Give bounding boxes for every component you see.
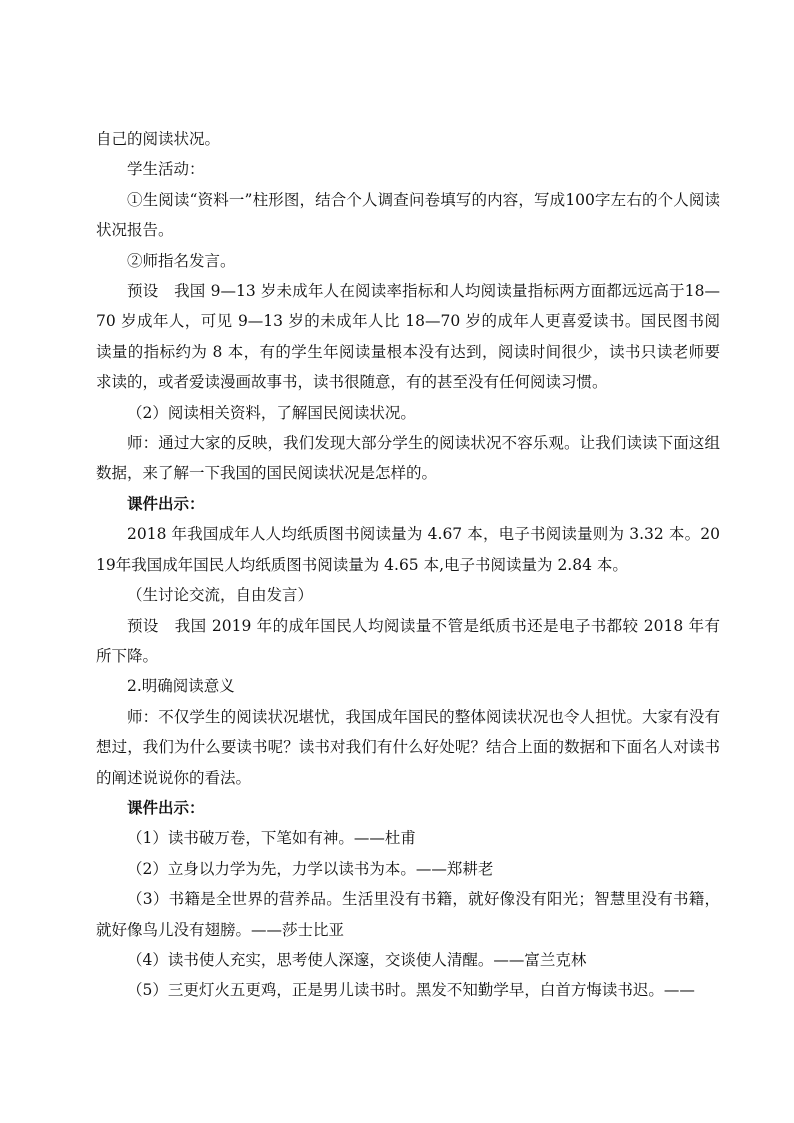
paragraph-activity-step-2: ②师指名发言。 bbox=[127, 251, 236, 270]
paragraph-section-2: （2）阅读相关资料，了解国民阅读状况。 bbox=[127, 403, 416, 422]
paragraph-courseware-heading-1: 课件出示： bbox=[127, 493, 205, 513]
quote-item-4: （4）读书使人充实，思考使人深邃，交谈使人清醒。——富兰克林 bbox=[127, 950, 587, 969]
quote-item-1: （1）读书破万卷，下笔如有神。——杜甫 bbox=[127, 829, 416, 848]
paragraph-preset-1: 预设 我国 9—13 岁未成年人在阅读率指标和人均阅读量指标两方面都远远高于18—70 岁成年人，可见 9—13 岁的未成年人比 18—70 岁的成年人更喜爱读书。国民图书阅读量的指标约为 8 本，有的学生年阅读量根本没有达到，阅读时间很少，读书只读老师要求读的，或者爱读漫画故事书，读书很随意，有的甚至没有任何阅读习惯。 bbox=[96, 282, 720, 392]
paragraph-activity-step-1: ①生阅读“资料一”柱形图，结合个人调查问卷填写的内容，写成100字左右的个人阅读状况报告。 bbox=[96, 190, 720, 240]
paragraph-courseware-heading-2: 课件出示： bbox=[127, 797, 205, 817]
paragraph-section-heading-meaning: 2.明确阅读意义 bbox=[127, 677, 235, 696]
paragraph-student-activity-heading: 学生活动： bbox=[127, 160, 205, 179]
document-body bbox=[96, 124, 720, 1006]
quote-item-3: （3）书籍是全世界的营养品。生活里没有书籍，就好像没有阳光；智慧里没有书籍，就好像鸟儿没有翅膀。——莎士比亚 bbox=[96, 890, 720, 939]
paragraph-reading-status: 自己的阅读状况。 bbox=[96, 130, 221, 148]
paragraph-preset-2: 预设 我国 2019 年的成年国民人均阅读量不管是纸质书还是电子书都较 2018 年有所下降。 bbox=[96, 616, 720, 665]
paragraph-reading-statistics: 2018 年我国成年人人均纸质图书阅读量为 4.67 本，电子书阅读量则为 3.32 本。2019年我国成年国民人均纸质图书阅读量为 4.65 本,电子书阅读量为 2.84 本。 bbox=[96, 525, 720, 574]
paragraph-teacher-question: 师：不仅学生的阅读状况堪忧，我国成年国民的整体阅读状况也令人担忧。大家有没有想过，我们为什么要读书呢？读书对我们有什么好处呢？结合上面的数据和下面名人对读书的阐述说说你的看法。 bbox=[96, 707, 720, 787]
quote-item-5: （5）三更灯火五更鸡，正是男儿读书时。黑发不知勤学早，白首方悔读书迟。—— bbox=[127, 981, 695, 1000]
quote-item-2: （2）立身以力学为先，力学以读书为本。——郑耕老 bbox=[127, 859, 494, 878]
paragraph-discussion-note: （生讨论交流，自由发言） bbox=[127, 586, 314, 605]
paragraph-teacher-intro: 师：通过大家的反映，我们发现大部分学生的阅读状况不容乐观。让我们读读下面这组数据，来了解一下我国的国民阅读状况是怎样的。 bbox=[96, 434, 720, 483]
